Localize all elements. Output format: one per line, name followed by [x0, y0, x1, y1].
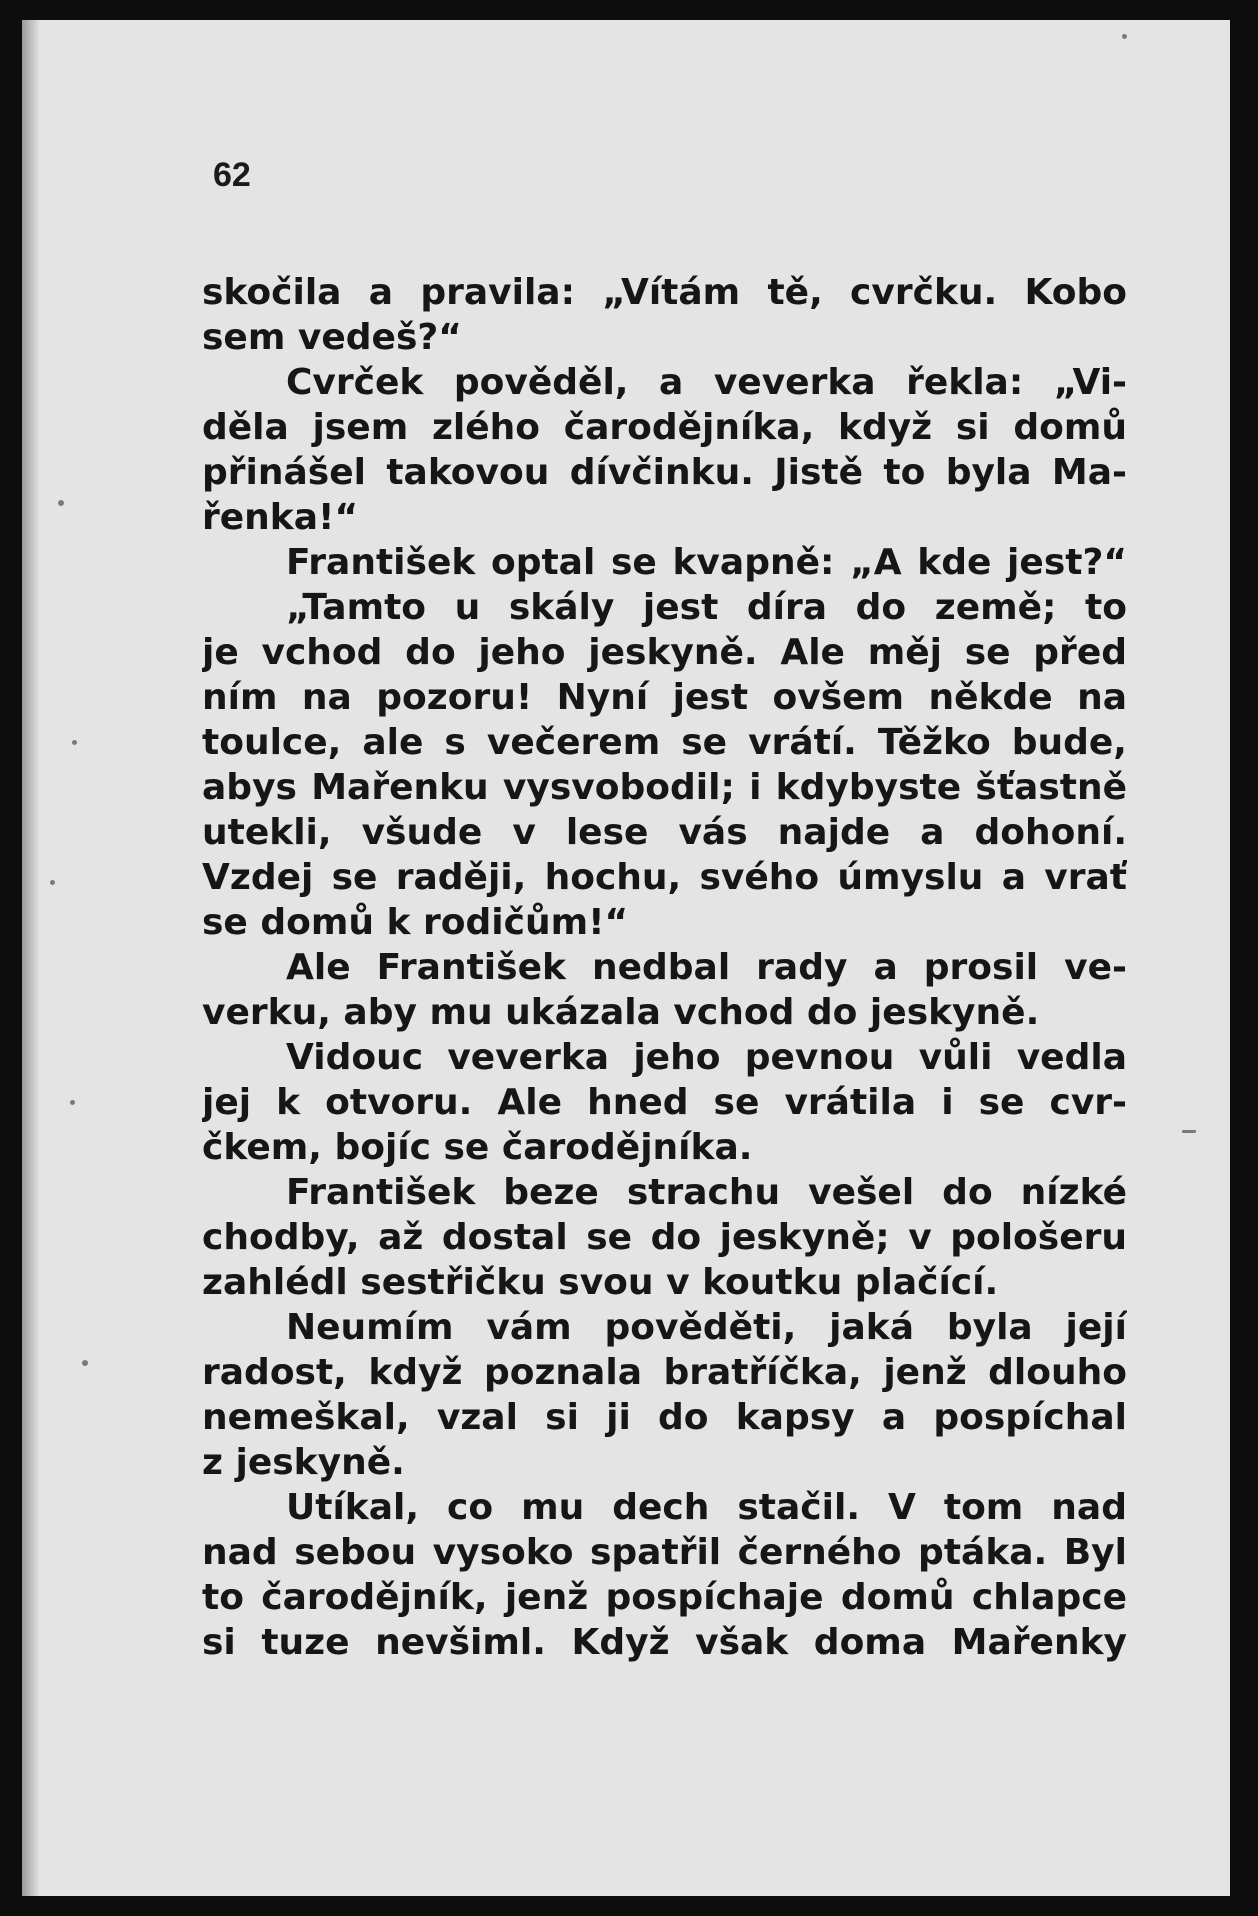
scan-speck [72, 740, 77, 745]
text-line: děla jsem zlého čarodějníka, když si domů [202, 407, 1127, 448]
text-line: přinášel takovou dívčinku. Jistě to byla Ma- [202, 452, 1127, 493]
text-line: to čarodějník, jenž pospíchaje domů chlapce [202, 1577, 1127, 1618]
scan-speck [58, 500, 64, 506]
text-line: „Tamto u skály jest díra do země; to [286, 587, 1127, 628]
scan-speck [1182, 1130, 1196, 1133]
text-line: verku, aby mu ukázala vchod do jeskyně. [202, 992, 1040, 1033]
text-line: Neumím vám pověděti, jaká byla její [286, 1307, 1127, 1348]
text-line: ním na pozoru! Nyní jest ovšem někde na [202, 677, 1127, 718]
text-line: František optal se kvapně: „A kde jest?“ [286, 542, 1127, 583]
body-text [202, 270, 1127, 1665]
text-line: je vchod do jeho jeskyně. Ale měj se před [202, 632, 1127, 673]
scan-speck [1122, 34, 1127, 39]
text-line: František beze strachu vešel do nízké [286, 1172, 1127, 1213]
text-line: z jeskyně. [202, 1442, 405, 1483]
book-page [22, 20, 1230, 1896]
text-line: Ale František nedbal rady a prosil ve- [286, 947, 1127, 988]
text-line: nemeškal, vzal si ji do kapsy a pospíchal [202, 1397, 1127, 1438]
text-line: Vidouc veverka jeho pevnou vůli vedla [286, 1037, 1127, 1078]
text-line: jej k otvoru. Ale hned se vrátila i se cvr- [202, 1082, 1127, 1123]
text-line: radost, když poznala bratříčka, jenž dlouho [202, 1352, 1127, 1393]
text-line: čkem, bojíc se čarodějníka. [202, 1127, 753, 1168]
text-line: Vzdej se raději, hochu, svého úmyslu a vrať [202, 857, 1127, 898]
text-line: toulce, ale s večerem se vrátí. Těžko bude, [202, 722, 1127, 763]
text-line: nad sebou vysoko spatřil černého ptáka. Byl [202, 1532, 1127, 1573]
text-line: si tuze nevšiml. Když však doma Mařenky [202, 1622, 1127, 1663]
text-line: abys Mařenku vysvobodil; i kdybyste šťastně [202, 767, 1127, 808]
text-line: Utíkal, co mu dech stačil. V tom nad [286, 1487, 1127, 1528]
text-line: řenka!“ [202, 497, 359, 538]
text-line: utekli, všude v lese vás najde a dohoní. [202, 812, 1127, 853]
scan-speck [82, 1360, 88, 1366]
text-line: Cvrček pověděl, a veverka řekla: „Vi- [286, 362, 1127, 403]
text-line: se domů k rodičům!“ [202, 902, 629, 943]
scan-speck [50, 880, 55, 885]
page-number: 62 [213, 156, 251, 194]
text-line: chodby, až dostal se do jeskyně; v pološeru [202, 1217, 1127, 1258]
scan-speck [70, 1100, 75, 1105]
text-line: sem vedeš?“ [202, 317, 462, 358]
text-line: zahlédl sestřičku svou v koutku plačící. [202, 1262, 999, 1303]
text-line: skočila a pravila: „Vítám tě, cvrčku. Kobo [202, 272, 1127, 313]
